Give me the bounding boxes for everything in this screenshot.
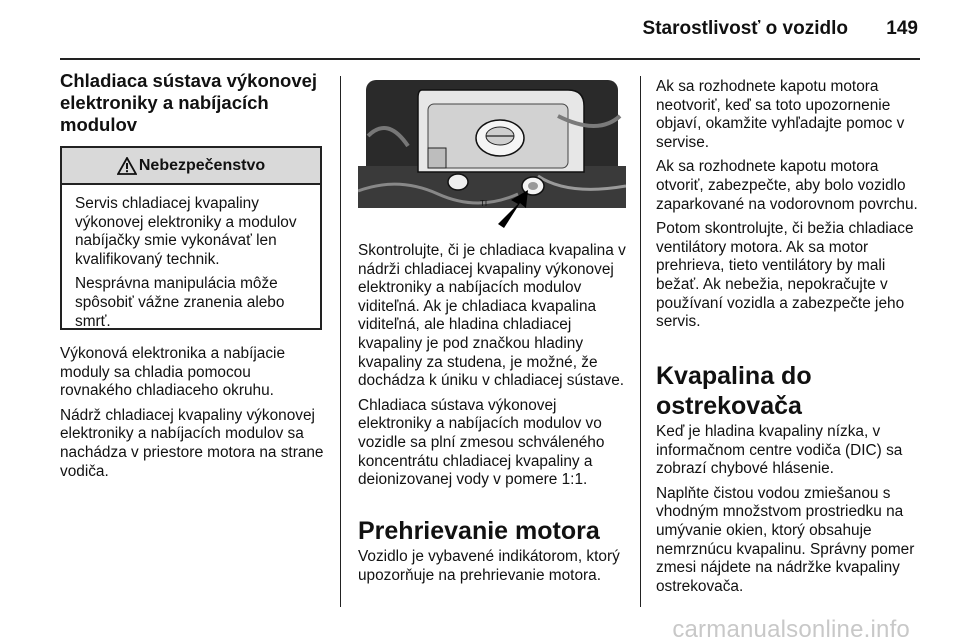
body-paragraph: Keď je hladina kvapaliny nízka, v informačnom centre vodiča (DIC) sa zobrazí chybové hlásenie. bbox=[656, 423, 903, 478]
column-divider bbox=[340, 76, 341, 607]
engine-coolant-reservoir-image bbox=[358, 76, 626, 231]
warning-paragraph: Nesprávna manipulácia môže spôsobiť vážne zranenia alebo smrť. bbox=[75, 275, 285, 330]
page-header bbox=[0, 14, 960, 46]
warning-box bbox=[60, 146, 322, 330]
column-2-overheat bbox=[358, 516, 626, 585]
column-1 bbox=[60, 70, 325, 136]
body-paragraph: Skontrolujte, či je chladiaca kvapalina v nádrži chladiacej kvapaliny výkonovej elektroniky a nabíjacích modulov viditeľná. Ak je chladiaca kvapalina viditeľná, ale hladina chladiacej kvapaliny je pod značkou hladiny kvapaliny za studena, je možné, že dochádza k úniku v chladiacej sústave. bbox=[358, 242, 626, 390]
body-paragraph: Chladiaca sústava výkonovej elektroniky a nabíjacích modulov vo vozidle sa plní zmesou schváleného koncentrátu chladiacej kvapaliny a deionizovanej vody v pomere 1:1. bbox=[358, 396, 605, 489]
body-paragraph: Vozidlo je vybavené indikátorom, ktorý upozorňuje na prehrievanie motora. bbox=[358, 548, 620, 584]
image-label: TI bbox=[480, 199, 488, 208]
header-rule bbox=[60, 58, 920, 60]
body-paragraph: Ak sa rozhodnete kapotu motora neotvoriť, keď sa toto upozornenie objaví, okamžite vyhľadajte pomoc v servise. bbox=[656, 78, 905, 151]
warning-title: Nebezpečenstvo bbox=[138, 156, 266, 174]
column-divider bbox=[640, 76, 641, 607]
section-heading: Chladiaca sústava výkonovej elektroniky a nabíjacích modulov bbox=[60, 70, 318, 135]
section-title: Starostlivosť o vozidlo bbox=[642, 18, 848, 39]
warning-triangle-icon bbox=[117, 157, 137, 175]
column-3-washer bbox=[656, 361, 924, 596]
column-1-body bbox=[60, 345, 325, 481]
body-paragraph: Výkonová elektronika a nabíjacie moduly sa chladia pomocou rovnakého chladiaceho okruhu. bbox=[60, 345, 286, 400]
section-heading: Kvapalina do ostrekovača bbox=[656, 362, 812, 420]
body-paragraph: Nádrž chladiacej kvapaliny výkonovej elektroniky a nabíjacích modulov sa nachádza v priestore motora na strane vodiča. bbox=[60, 406, 324, 480]
watermark: carmanualsonline.info bbox=[672, 616, 910, 643]
body-paragraph: Ak sa rozhodnete kapotu motora otvoriť, zabezpečte, aby bolo vozidlo zaparkované na vodorovnom povrchu. bbox=[656, 158, 918, 213]
body-paragraph: Potom skontrolujte, či bežia chladiace ventilátory motora. Ak sa motor prehrieva, tieto ventilátory by mali bežať. Ak nebežia, nepokračujte v používaní vozidla a zabezpečte jeho servis. bbox=[656, 220, 914, 331]
column-3-body bbox=[656, 78, 924, 332]
page-number: 149 bbox=[886, 18, 918, 39]
column-2-body bbox=[358, 242, 626, 490]
engine-bay-illustration bbox=[358, 76, 626, 231]
warning-paragraph: Servis chladiacej kvapaliny výkonovej elektroniky a modulov nabíjačky smie vykonávať len kvalifikovaný technik. bbox=[75, 195, 297, 268]
body-paragraph: Naplňte čistou vodou zmiešanou s vhodným množstvom prostriedku na umývanie okien, ktorý obsahuje nemrznúcu kvapalinu. Správny pomer zmesi nájdete na nádržke kvapaliny ostrekovača. bbox=[656, 484, 915, 595]
warning-body bbox=[62, 185, 320, 331]
section-heading: Prehrievanie motora bbox=[358, 517, 600, 545]
warning-header bbox=[62, 148, 320, 185]
